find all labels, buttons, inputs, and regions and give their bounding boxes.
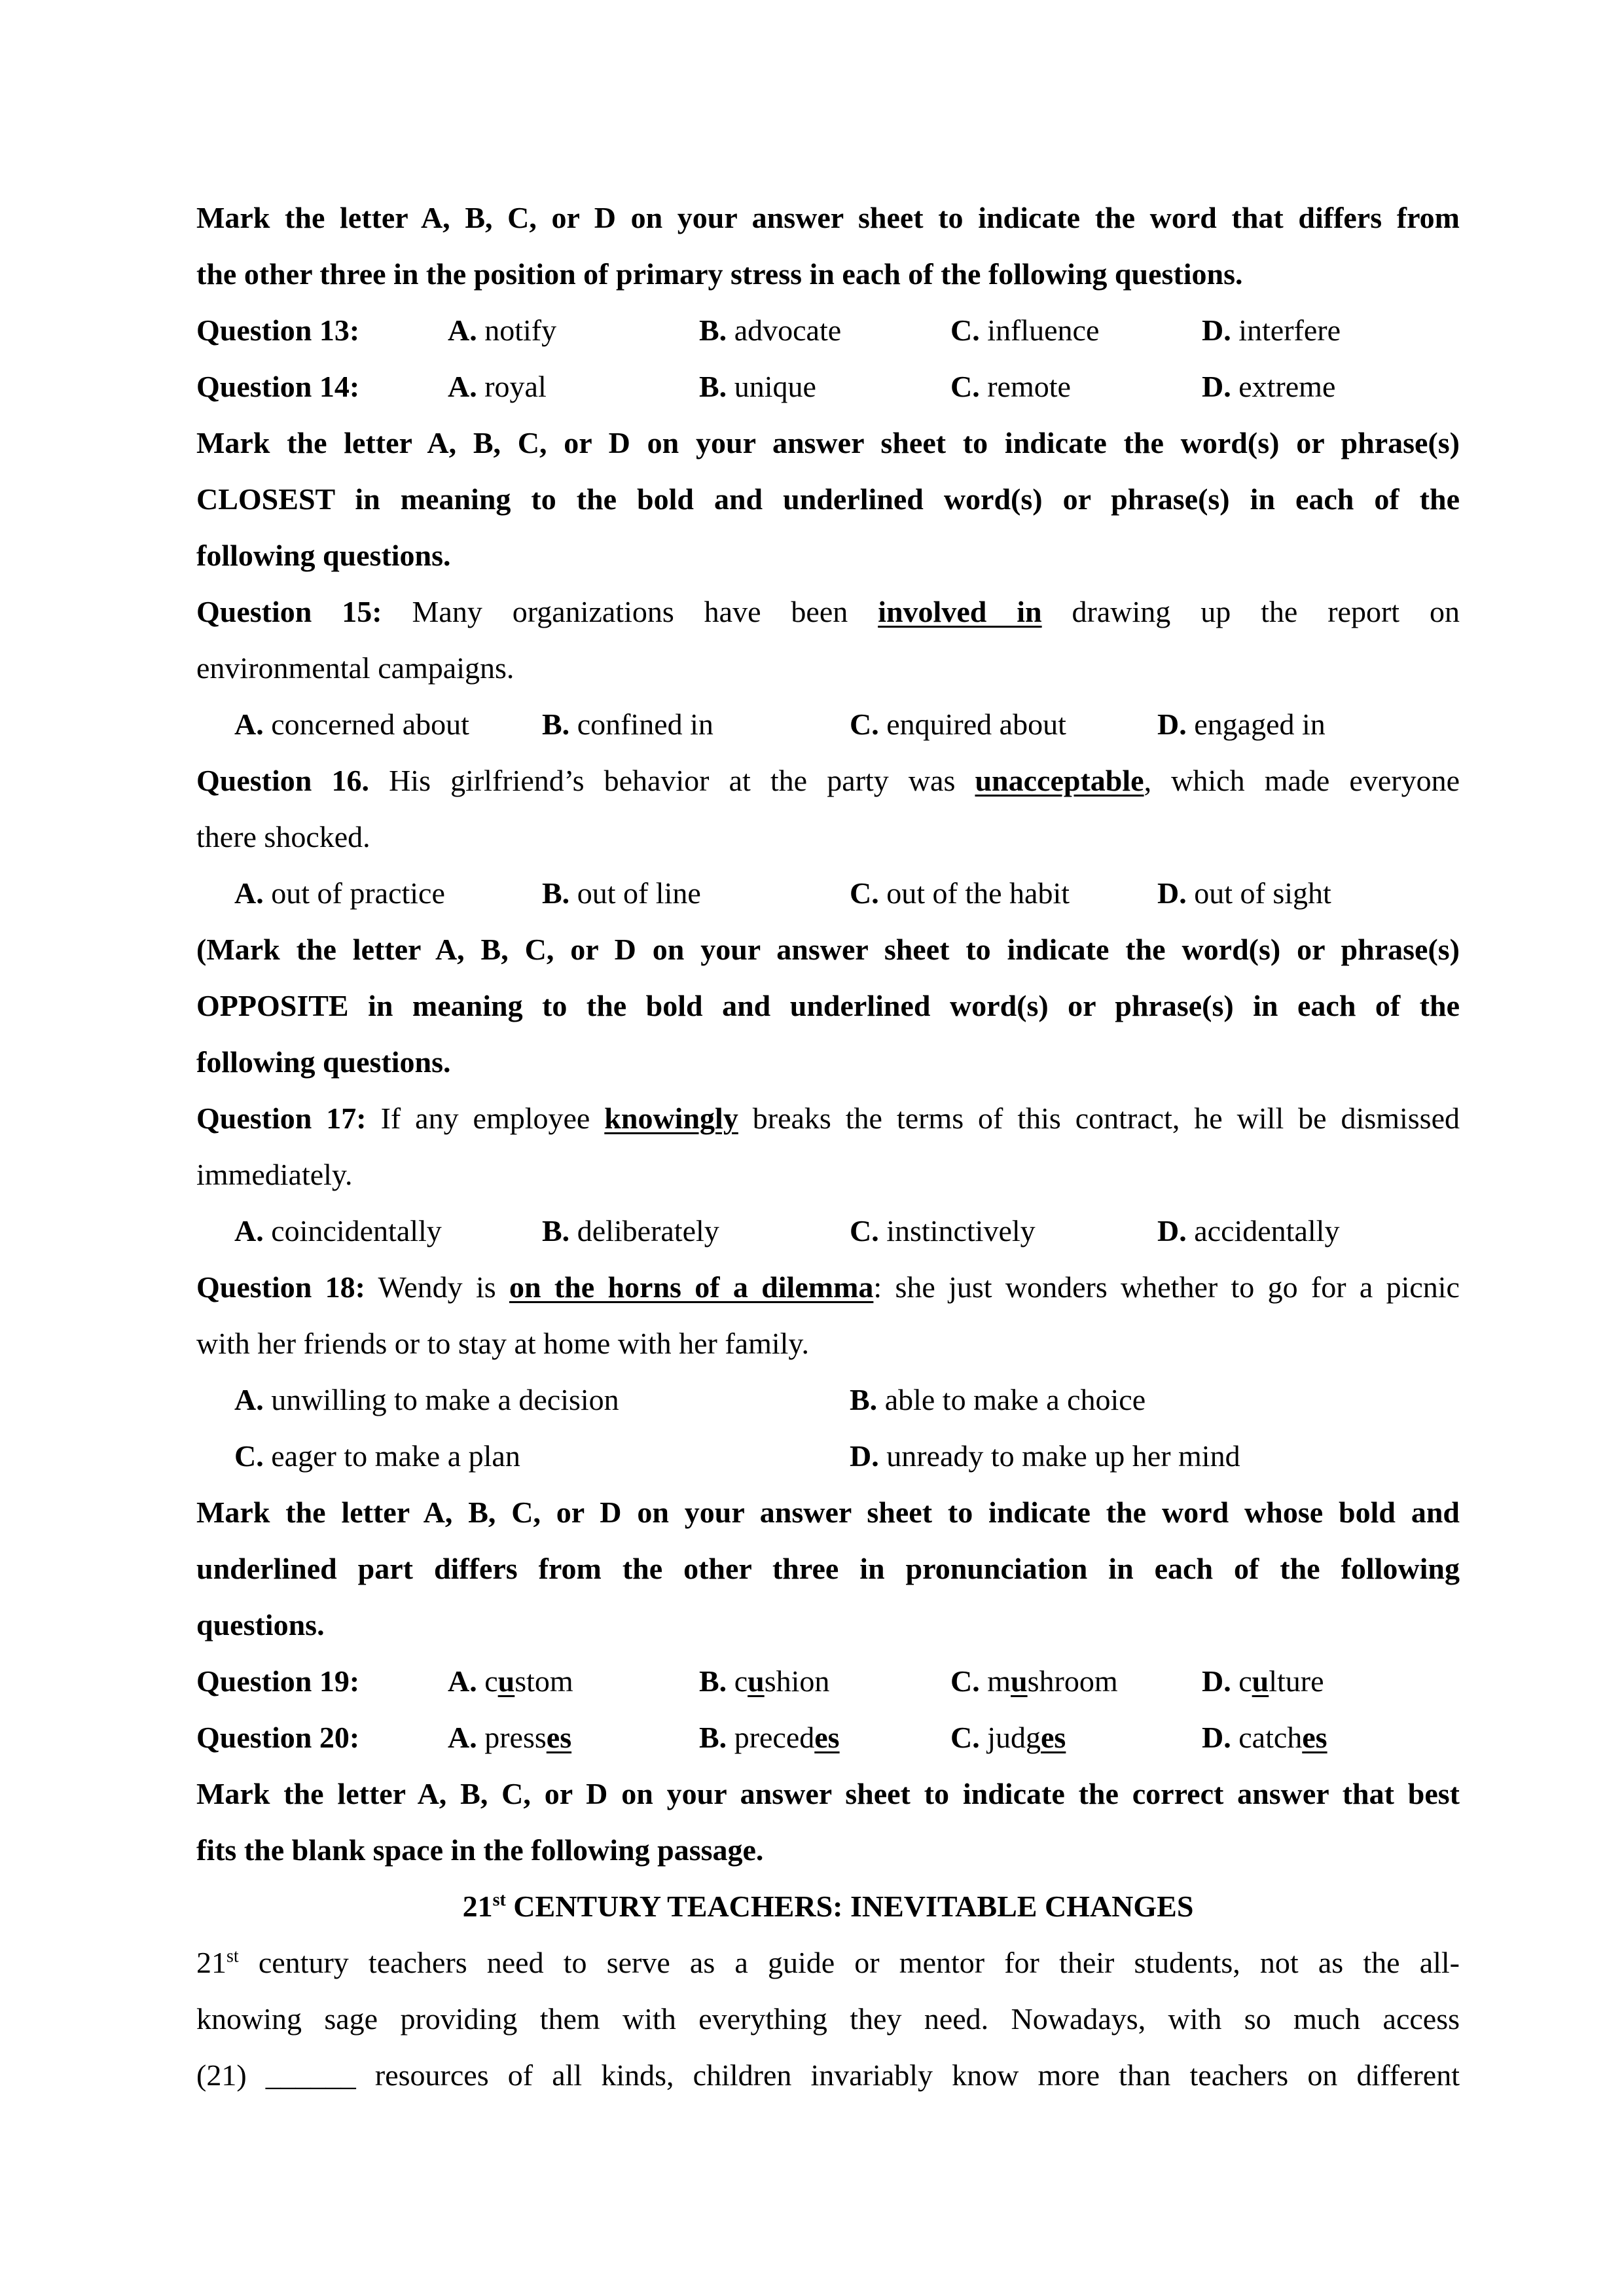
instruction-stress: Mark the letter A, B, C, or D on your answer sheet to indicate the word that differs from bbox=[196, 201, 1460, 234]
q19-option-b[interactable]: B. cushion bbox=[699, 1664, 830, 1698]
instruction-opposite-line2: OPPOSITE in meaning to the bold and underlined word(s) or phrase(s) in each of the bbox=[196, 989, 1460, 1022]
passage-line-1: 21st century teachers need to serve as a guide or mentor for their students, not as the all- bbox=[196, 1946, 1460, 1979]
q16-option-a[interactable]: A. out of practice bbox=[234, 876, 445, 910]
q14-option-c[interactable]: C. remote bbox=[950, 370, 1071, 403]
question-18-options-ab bbox=[196, 1372, 1460, 1428]
question-16-options bbox=[196, 865, 1460, 922]
question-17-options bbox=[196, 1203, 1460, 1259]
instruction-closest: Mark the letter A, B, C, or D on your answer sheet to indicate the word(s) or phrase(s) bbox=[196, 426, 1460, 459]
question-16-stem: Question 16. His girlfriend’s behavior at the party was unacceptable, which made everyone bbox=[196, 764, 1460, 797]
question-16-stem-line2: there shocked. bbox=[196, 820, 370, 853]
question-15-stem-line2: environmental campaigns. bbox=[196, 651, 514, 685]
passage-line-2: knowing sage providing them with everything they need. Nowadays, with so much access bbox=[196, 2002, 1460, 2036]
q19-option-d[interactable]: D. culture bbox=[1202, 1664, 1324, 1698]
instruction-closest-line3: following questions. bbox=[196, 539, 451, 572]
question-20: Question 20: A. presses B. precedes C. judges D. catches bbox=[196, 1710, 1460, 1766]
q17-option-c[interactable]: C. instinctively bbox=[850, 1214, 1036, 1247]
q16-key-phrase: unacceptable bbox=[975, 764, 1144, 797]
instruction-closest-line2: CLOSEST in meaning to the bold and underlined word(s) or phrase(s) in each of the bbox=[196, 482, 1460, 516]
q18-option-a[interactable]: A. unwilling to make a decision bbox=[234, 1383, 619, 1416]
q13-option-d[interactable]: D. interfere bbox=[1202, 314, 1341, 347]
q17-option-b[interactable]: B. deliberately bbox=[542, 1214, 719, 1247]
q20-option-b[interactable]: B. precedes bbox=[699, 1721, 840, 1754]
passage-title: 21st CENTURY TEACHERS: INEVITABLE CHANGES bbox=[462, 1890, 1194, 1923]
q15-option-c[interactable]: C. enquired about bbox=[850, 708, 1066, 741]
instruction-pronunciation-line3: questions. bbox=[196, 1608, 325, 1641]
question-17-stem-line2: immediately. bbox=[196, 1158, 353, 1191]
exam-page bbox=[196, 190, 1460, 2104]
q15-key-phrase: involved in bbox=[878, 595, 1042, 628]
q15-option-a[interactable]: A. concerned about bbox=[234, 708, 469, 741]
passage-line-3: (21) ______ resources of all kinds, children invariably know more than teachers on different bbox=[196, 2058, 1460, 2092]
question-13: Question 13: A. notify B. advocate C. influence D. interfere bbox=[196, 302, 1460, 359]
q19-option-c[interactable]: C. mushroom bbox=[950, 1664, 1118, 1698]
question-18-stem-line2: with her friends or to stay at home with her family. bbox=[196, 1327, 809, 1360]
instruction-pronunciation-line2: underlined part differs from the other three in pronunciation in each of the following bbox=[196, 1552, 1460, 1585]
question-18-options-cd bbox=[196, 1428, 1460, 1484]
q13-option-b[interactable]: B. advocate bbox=[699, 314, 842, 347]
q14-option-b[interactable]: B. unique bbox=[699, 370, 816, 403]
question-14: Question 14: A. royal B. unique C. remote D. extreme bbox=[196, 359, 1460, 415]
q18-option-c[interactable]: C. eager to make a plan bbox=[234, 1439, 520, 1473]
question-15-stem: Question 15: Many organizations have been involved in drawing up the report on bbox=[196, 595, 1460, 628]
question-17-stem: Question 17: If any employee knowingly breaks the terms of this contract, he will be dismissed bbox=[196, 1102, 1460, 1135]
q17-option-d[interactable]: D. accidentally bbox=[1157, 1214, 1340, 1247]
q15-option-d[interactable]: D. engaged in bbox=[1157, 708, 1326, 741]
q16-option-c[interactable]: C. out of the habit bbox=[850, 876, 1070, 910]
q17-option-a[interactable]: A. coincidentally bbox=[234, 1214, 442, 1247]
q20-option-c[interactable]: C. judges bbox=[950, 1721, 1066, 1754]
question-19: Question 19: A. custom B. cushion C. mushroom D. culture bbox=[196, 1653, 1460, 1710]
q13-option-a[interactable]: A. notify bbox=[448, 314, 557, 347]
q18-option-b[interactable]: B. able to make a choice bbox=[850, 1383, 1146, 1416]
instruction-opposite-line3: following questions. bbox=[196, 1045, 451, 1079]
q19-option-a[interactable]: A. custom bbox=[448, 1664, 573, 1698]
q20-option-d[interactable]: D. catches bbox=[1202, 1721, 1327, 1754]
q14-option-a[interactable]: A. royal bbox=[448, 370, 547, 403]
instruction-pronunciation: Mark the letter A, B, C, or D on your answer sheet to indicate the word whose bold and bbox=[196, 1496, 1460, 1529]
q17-key-phrase: knowingly bbox=[604, 1102, 738, 1135]
q14-option-d[interactable]: D. extreme bbox=[1202, 370, 1336, 403]
instruction-opposite: (Mark the letter A, B, C, or D on your answer sheet to indicate the word(s) or phrase(s) bbox=[196, 933, 1460, 966]
instruction-passage: Mark the letter A, B, C, or D on your answer sheet to indicate the correct answer that best bbox=[196, 1777, 1460, 1810]
q13-option-c[interactable]: C. influence bbox=[950, 314, 1100, 347]
q16-option-d[interactable]: D. out of sight bbox=[1157, 876, 1331, 910]
q15-option-b[interactable]: B. confined in bbox=[542, 708, 713, 741]
q20-option-a[interactable]: A. presses bbox=[448, 1721, 572, 1754]
question-18-stem: Question 18: Wendy is on the horns of a dilemma: she just wonders whether to go for a picnic bbox=[196, 1270, 1460, 1304]
q16-option-b[interactable]: B. out of line bbox=[542, 876, 701, 910]
q18-key-phrase: on the horns of a dilemma bbox=[509, 1270, 874, 1304]
q18-option-d[interactable]: D. unready to make up her mind bbox=[850, 1439, 1240, 1473]
instruction-passage-line2: fits the blank space in the following passage. bbox=[196, 1833, 764, 1867]
question-15-options bbox=[196, 696, 1460, 753]
instruction-stress-line2: the other three in the position of primary stress in each of the following questions. bbox=[196, 257, 1243, 291]
